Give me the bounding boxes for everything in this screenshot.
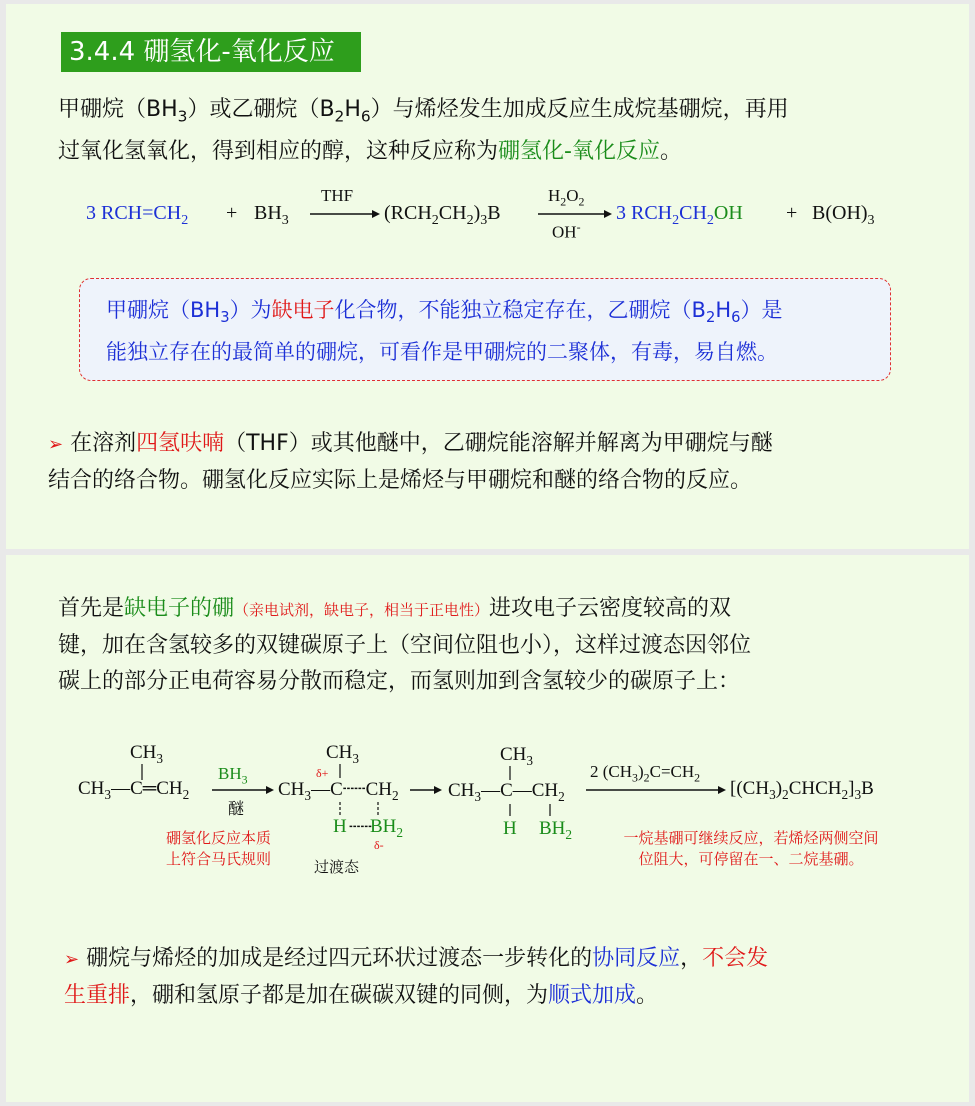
a3-top (590, 762, 700, 785)
reaction-scheme: $CH_3$ $CH_3—C═CH_2$ $BH_3$ 醚 $CH_3$ δ+ $CH_3—C┄┄CH_2$ H ┄┄ $BH_2$ δ- 过渡态 $CH_3$ $CH_3—C—CH_2$ H $BH_2$ 2 $(CH_3)_2C=CH_2$ $[(CH_3)_2CHCH_2]_3B$ 硼氢化反应本质 上符合马氏规则 一烷基硼可继续反应，若烯烃两侧空间 位阻大，可停留在一、二烷基硼。 (6, 740, 969, 890)
note-line-1 (106, 293, 876, 335)
ts-main: CH (278, 779, 305, 800)
mech-small: （亲电试剂，缺电子，相当于正电性） (234, 601, 490, 619)
conc-red-1: 不会发 (702, 946, 769, 971)
eq-reactant-1-sub: 2 (181, 213, 189, 228)
note-t5: ）是 (740, 298, 783, 322)
note-box (79, 278, 891, 381)
eq-int-sub-3: 3 (480, 213, 488, 228)
caption-left-1: 硼氢化反应本质 (166, 829, 272, 847)
conc-t3: ，硼和氢原子都是加在碳碳双键的同侧，为 (130, 983, 549, 1008)
p-main-sub: 3 (474, 788, 482, 804)
thf-t2: （THF）或其他醚中，乙硼烷能溶解并解离为甲硼烷与醚 (224, 431, 773, 456)
fp-s1: 3 (769, 786, 776, 802)
fp-a: [(CH (730, 778, 770, 799)
final-product (730, 778, 874, 803)
eq-int-c: ) (473, 202, 481, 224)
ts-bond-top (338, 764, 342, 778)
a1-bottom: 醚 (228, 799, 245, 818)
r-ch3: CH (130, 742, 157, 763)
eq-arrow-1-label: THF (321, 186, 354, 205)
intro-text-5: 过氧化氢氧化，得到相应的醇，这种反应称为 (58, 139, 499, 165)
conc-t4: 。 (636, 983, 659, 1008)
eq-a2-sub2: 2 (578, 194, 585, 209)
conc-red-2: 生重排 (64, 983, 131, 1008)
bullet-icon-2: ➢ (64, 949, 80, 970)
fp-s2: 2 (782, 786, 789, 802)
thf-line-1 (48, 426, 938, 463)
conc-t1: 硼烷与烯烃的加成是经过四元环状过渡态一步转化的 (79, 946, 593, 971)
p-h: H (503, 818, 517, 839)
mech-green: 缺电子的硼 (124, 596, 235, 621)
eq-plus-2: + (786, 202, 798, 224)
intro-line-2 (58, 134, 938, 170)
note-s3: 6 (731, 309, 741, 327)
caption-right-1: 一烷基硼可继续反应，若烯烃两侧空间 (623, 829, 879, 847)
fp-e: B (861, 778, 874, 799)
conc-blue-2: 顺式加成 (548, 983, 637, 1008)
bullet-icon: ➢ (48, 434, 64, 455)
r-main-sub2: 2 (182, 786, 190, 802)
ts-main-rest: —C┄┄CH (311, 779, 393, 800)
eq-arrow-1 (310, 208, 380, 220)
caption-markovnikov (166, 828, 271, 870)
note-red: 缺电子 (271, 298, 335, 322)
p-bh-sub: 2 (565, 826, 573, 842)
ts-ch3-sub: 3 (352, 750, 360, 766)
eq-a2-oh: OH (552, 222, 577, 242)
a3-s2: 2 (643, 770, 650, 785)
note-t1: 甲硼烷（BH (106, 298, 221, 322)
eq-p1-a: 3 RCH (616, 202, 673, 224)
r-main-rest: —C═CH (111, 778, 183, 799)
intro-sub-3: 6 (360, 107, 371, 126)
reaction-name-highlight: 硼氢化-氧化反应 (498, 139, 660, 165)
eq-p1-oh: OH (713, 202, 743, 224)
p-ch3: CH (500, 744, 527, 765)
mech-line-3: 碳上的部分正电荷容易分散而稳定，而氢则加到含氢较少的碳原子上： (58, 669, 741, 694)
ts-main-sub2: 2 (392, 787, 399, 803)
a3-s1: 3 (632, 770, 638, 785)
eq-a2-o: O (566, 186, 579, 205)
eq-p1-sub2: 2 (706, 213, 714, 228)
reaction-arrow-1 (212, 784, 274, 796)
note-s1: 3 (220, 309, 230, 327)
eq-a2-h: H (548, 186, 561, 205)
eq-reactant-2-sub: 3 (281, 213, 289, 228)
thf-paragraph (48, 426, 938, 499)
eq-arrow-2 (538, 208, 612, 220)
fp-s4: 3 (854, 786, 862, 802)
thf-line-2: 结合的络合物。硼氢化反应实际上是烯烃与甲硼烷和醚的络合物的反应。 (48, 468, 753, 493)
ts-bh-sub: 2 (396, 824, 404, 840)
note-t3: 化合物，不能独立稳定存在，乙硼烷（B (334, 298, 706, 322)
conc-line-1 (64, 941, 924, 978)
intro-line-1 (58, 92, 938, 134)
fp-d: ] (848, 778, 855, 799)
intro-paragraph (58, 92, 938, 170)
intro-text-1: 甲硼烷（BH (58, 97, 178, 122)
eq-reactant-2: BH (254, 202, 282, 224)
conc-t2: ， (680, 946, 703, 971)
p-ch3-sub: 3 (526, 752, 534, 768)
thf-t1: 在溶剂 (63, 431, 137, 456)
a3-s3: 2 (694, 770, 701, 785)
mech-t2: 进攻电子云密度较高的双 (489, 596, 732, 621)
mechanism-paragraph (58, 591, 938, 700)
fp-c: CHCH (788, 778, 842, 799)
p-bh: BH (539, 818, 566, 839)
intro-text-6: 。 (659, 139, 682, 165)
conc-blue-1: 协同反应 (592, 946, 681, 971)
a3-b: ) (637, 762, 644, 781)
intro-text-2: ）或乙硼烷（B (187, 97, 335, 122)
eq-reactant-1: 3 RCH=CH (86, 202, 182, 224)
a1-top: BH (218, 764, 242, 783)
eq-p1-sub1: 2 (672, 213, 680, 228)
ts-ch3: CH (326, 742, 353, 763)
reaction-arrow-2 (410, 784, 442, 796)
p-main-rest: —C—CH (481, 780, 559, 801)
eq-int-sub-2: 2 (466, 213, 474, 228)
eq-product-2: B(OH) (812, 202, 868, 224)
ts-label: 过渡态 (314, 858, 360, 876)
p-main-sub2: 2 (558, 788, 565, 804)
r-main: CH (78, 778, 105, 799)
eq-intermediate (384, 202, 501, 229)
ts-bh: BH (370, 816, 397, 837)
ts-h: H (333, 816, 347, 837)
concerted-paragraph (64, 941, 924, 1014)
caption-monoalkyl (596, 828, 906, 870)
ts-main-sub: 3 (304, 787, 312, 803)
eq-int-d: B (487, 202, 501, 224)
eq-a2-sup: - (576, 220, 581, 234)
note-s2: 2 (705, 309, 716, 327)
intro-sub-2: 2 (334, 107, 345, 126)
p-main: CH (448, 780, 475, 801)
note-line-2: 能独立存在的最简单的硼烷，可看作是甲硼烷的二聚体，有毒，易自燃。 (106, 340, 778, 365)
eq-a2-sub: 2 (560, 194, 567, 209)
eq-int-a: (RCH (384, 202, 432, 224)
eq-plus-1: + (226, 202, 238, 224)
p-bond-top (508, 766, 512, 780)
note-text (106, 293, 876, 369)
a1-top-sub: 3 (241, 772, 248, 787)
thf-red: 四氢呋喃 (136, 431, 225, 456)
eq-product-1 (616, 202, 743, 229)
conc-line-2 (64, 978, 924, 1014)
fp-s3: 2 (841, 786, 849, 802)
note-t4: H (715, 298, 732, 322)
mech-line-2: 键，加在含氢较多的双键碳原子上（空间位阻也小），这样过渡态因邻位 (58, 633, 752, 658)
eq-p1-b: CH (679, 202, 707, 224)
intro-text-4: ）与烯烃发生加成反应生成烷基硼烷，再用 (370, 97, 789, 122)
eq-int-sub-1: 2 (431, 213, 439, 228)
intro-sub-1: 3 (177, 107, 188, 126)
eq-arrow-2-top (548, 186, 584, 209)
p-bonds-bottom (506, 804, 556, 818)
eq-arrow-2-bottom (552, 220, 581, 243)
slide-1 (6, 4, 969, 549)
note-t2: ）为 (229, 298, 272, 322)
ts-delta-plus: δ+ (316, 766, 329, 780)
slide-2 (6, 555, 969, 1102)
r-main-sub: 3 (104, 786, 112, 802)
eq-product-2-sub: 3 (867, 213, 875, 228)
section-title: 3.4.4 硼氢化-氧化反应 (61, 32, 361, 72)
reaction-arrow-3 (586, 784, 726, 796)
r-ch3-sub: 3 (156, 750, 164, 766)
ts-delta-minus: δ- (374, 838, 384, 852)
eq-int-b: CH (438, 202, 467, 224)
intro-text-3: H (344, 97, 361, 122)
a3-c: C=CH (649, 762, 695, 781)
fp-b: ) (775, 778, 783, 799)
mech-line-1 (58, 591, 938, 628)
caption-left-2: 上符合马氏规则 (166, 850, 272, 868)
mech-t1: 首先是 (58, 596, 125, 621)
a3-a: 2 (CH (590, 762, 633, 781)
caption-right-2: 位阻大，可停留在一、二烷基硼。 (638, 850, 864, 868)
